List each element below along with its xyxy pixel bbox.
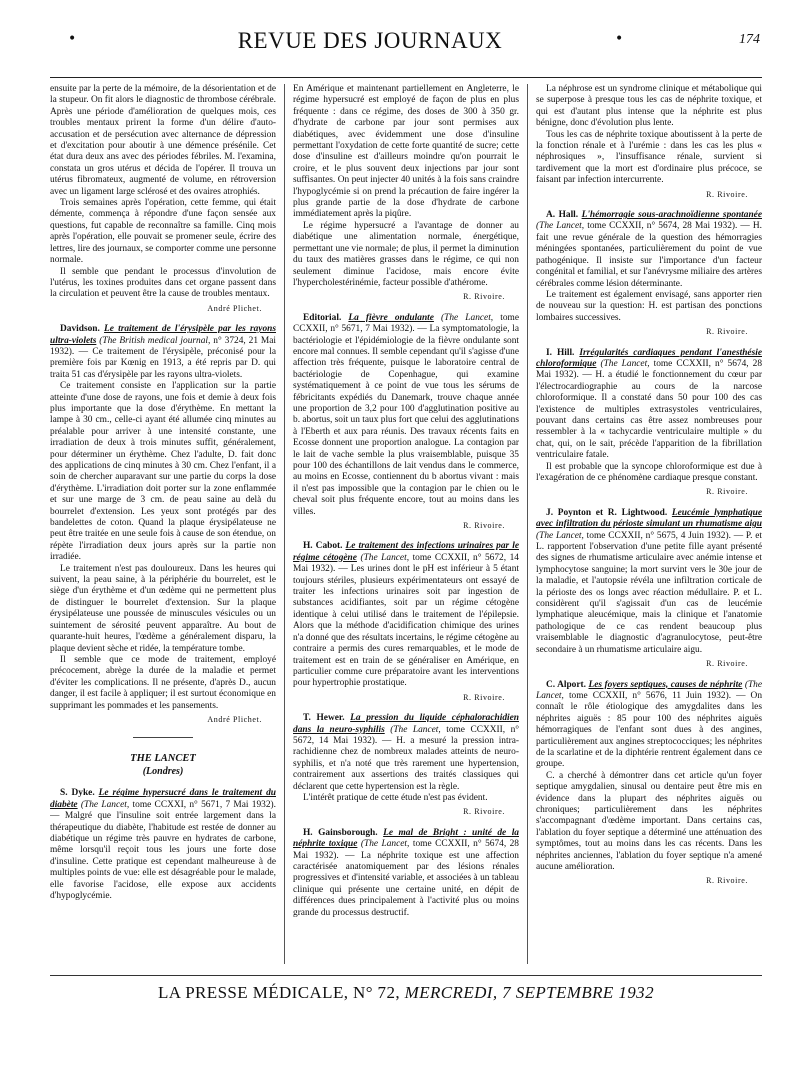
running-title: REVUE DES JOURNAUX xyxy=(237,28,503,53)
article-text: On connaît le rôle étiologique des amygdalites dans les néphrites aiguës : 85 pour 100 des néphrites aiguës hémorragiques de l'enfant sont dues à des angines, particulièrement aux angines streptococciques; les néphrites de la scarlatine et de la diphtérie rentrent également dans ce groupe. xyxy=(536,690,762,770)
article-reference: tome CCXXII, n° 5672, 14 Mai 1932). — xyxy=(293,724,519,746)
paragraph: ensuite par la perte de la mémoire, de la désorientation et de la stupeur. On fit alors le diagnostic de thrombose cérébrale. Après une période d'amélioration de quelques mois, ces troubles mentaux prirent la forme d'un délire d'auto-accusation et de persécution avec alternance de dépression et d'excitation pour aboutir à une démence présénile. Cet état dura deux ans avec des périodes fébriles. M. l'examina, constata un gros utérus et décida de l'opérer. Il trouva un utérus fibromateux, augmenté de volume, en rétroversion avec un ligament large sclérosé et des ovaires atrophiés. xyxy=(50,84,276,197)
article-signature: André Plichet. xyxy=(207,714,262,724)
article-reference: tome CCXXII, n° 5674, 28 Mai 1932). — xyxy=(536,358,762,381)
article-signature: André Plichet. xyxy=(207,303,262,313)
paragraph: Il semble que pendant le processus d'involution de l'utérus, les toxines produites dans cet organe passent dans la circulation et peuvent être la cause de troubles mentaux. xyxy=(50,266,276,300)
article-source: (The Lancet, xyxy=(360,839,410,850)
article-title: La pression du liquide céphalorachidien dans la neuro-syphilis xyxy=(293,713,519,735)
article-cabot xyxy=(293,541,519,703)
article-source: (The Lancet, xyxy=(360,552,410,563)
footer-journal: LA PRESSE MÉDICALE, N° 72, xyxy=(158,983,401,1002)
paragraph: Le régime hypersucré a l'avantage de donner au diabétique une alimentation normale, énergétique, permettant une vie normale; de plus, il permet la diminution du taux des matières grasses dans le régime, ce qui non seulement diminue l'acidose, mais encore évite l'hypercholestérinémie, facteur possible d'athérome. xyxy=(293,220,519,288)
article-text: H. a étudié le fonctionnement du cœur par l'électrocardiographie au cours de la narcose chloroformique. Il a constaté dans 50 pour 100 des cas l'existence de multiples extrasystoles ventriculaires, pouvant dans certains cas être assez nombreuses pour ressembler à la « tachycardie ventriculaire multiple » du chat, qui, on le sait, précède l'apparition de la fibrillation ventriculaire fatale. xyxy=(536,370,762,461)
article-author: H. Gainsborough. xyxy=(303,827,378,838)
section-rule xyxy=(133,737,193,738)
article-title: Le traitement de l'érysipèle par les rayons ultra-violets xyxy=(50,324,276,346)
article-source: (The Lancet, xyxy=(600,358,650,369)
article-davidson xyxy=(50,324,276,725)
article-source: (The Lancet, xyxy=(536,679,762,701)
article-reference: tome CCXXII, n° 5675, 4 Juin 1932). — xyxy=(586,530,744,541)
article-hill xyxy=(536,348,762,498)
footer-date: MERCREDI, 7 SEPTEMBRE 1932 xyxy=(404,983,654,1002)
article-signature: R. Rivoire. xyxy=(463,692,505,702)
page-number: 174 xyxy=(739,32,760,47)
column-3 xyxy=(536,84,762,969)
article-text: Les urines dont le pH est inférieur à 5 étant toujours stériles, plusieurs expérimentateurs ont essayé de traiter les infections urinaires soit par ingestion de substances acidifiantes, soit par un régime cétogène identique à celui utilisé dans le traitement de l'épilepsie. Alors que la méthode d'acidification chimique des urines n'a donné que des résultats incertains, le régime cétogène au contraire a permis des cures remarquables, et le mode de traitement est en train de se généraliser en Amérique, en particulier comme cure préparatoire avant les interventions pour hypertrophie prostatique. xyxy=(293,564,519,689)
footer-rule xyxy=(50,975,762,976)
article-continued xyxy=(50,84,276,314)
article-author: Editorial. xyxy=(303,312,342,323)
article-gainsborough xyxy=(293,828,519,919)
article-title: Leucémie lymphatique avec infiltration du périoste simulant un rhumatisme aigu xyxy=(536,507,762,530)
article-reference: n° 3724, 21 Mai 1932). — xyxy=(50,335,276,357)
article-author: Davidson. xyxy=(60,324,100,335)
article-title: Le régime hypersucré dans le traitement du diabète xyxy=(50,788,276,810)
article-text: Malgré que l'insuline soit entrée largement dans la thérapeutique du diabète, l'habitude est restée de donner au diabétique un régime très pauvre en hydrates de carbone, même lorsqu'il reçoit tous les jours une forte dose d'insuline. Cette pratique est cependant malheureuse à de multiples points de vue: elle est désagréable pour le malade, elle favorise l'acidose, elle expose aux accidents d'hypoglycémie. xyxy=(50,811,276,901)
header-dot-right: • xyxy=(615,31,624,47)
article-reference: tome CCXXII, n° 5672, 14 Mai 1932). — xyxy=(293,552,519,575)
article-signature: R. Rivoire. xyxy=(463,807,505,817)
article-author: H. Cabot. xyxy=(303,541,343,552)
article-text: La néphrite toxique est une affection caractérisée anatomiquement par des lésions rénales progressives et d'intensité variable, et associées à un tableau clinique qui présente une certaine unité, en dépit de différences dues principalement à l'activité plus ou moins grande du processus destructif. xyxy=(293,850,519,918)
paragraph: Tous les cas de néphrite toxique aboutissent à la perte de la fonction rénale et à l'urémie : dans les cas les plus « néphrosiques », l'insuffisance rénale, survient si tardivement que la mort est d'ordinaire plus précoce, se faisant par infection intercurrente. xyxy=(536,129,762,186)
article-source: (The Lancet, xyxy=(536,221,585,232)
page-header xyxy=(50,24,760,58)
article-reference: tome CCXXI, n° 5671, 7 Mai 1932). — xyxy=(50,799,276,822)
article-signature: R. Rivoire. xyxy=(706,487,748,497)
article-author: J. Poynton et R. Lightwood. xyxy=(546,507,668,518)
article-reference: tome CCXXII, n° 5671, 7 Mai 1932). — xyxy=(293,312,519,335)
article-author: S. Dyke. xyxy=(60,788,95,799)
article-signature: R. Rivoire. xyxy=(706,327,748,337)
article-signature: R. Rivoire. xyxy=(463,521,505,531)
article-reference: tome CCXXII, n° 5674, 28 Mai 1932). — xyxy=(587,221,750,232)
paragraph: Trois semaines après l'opération, cette femme, qui était démente, commença à répondre d'une façon sensée aux questions, fut capable de reconnaître sa famille. Cinq mois après l'opération, elle pouvait se promener seule, écrire des lettres, lire des journaux, se comporter comme une personne normale. xyxy=(50,198,276,266)
article-source: (The Lancet, xyxy=(390,724,441,735)
article-text: Ce traitement de l'érysipèle, préconisé pour la première fois par Kœnig en 1913, a été repris par D. qui traita 51 cas d'érysipèle par les rayons ultra-violets. xyxy=(50,346,276,380)
header-dot-left: • xyxy=(68,31,77,47)
paragraph: La néphrose est un syndrome clinique et métabolique qui se superpose à presque tous les cas de néphrite toxique, et qui est d'autant plus intense que la néphrite est plus bénigne, donc d'évolution plus lente. xyxy=(536,84,762,129)
article-signature: R. Rivoire. xyxy=(706,876,748,886)
article-source: (The British medical journal, xyxy=(99,335,211,346)
article-author: T. Hewer. xyxy=(303,713,345,724)
paragraph: Le traitement n'est pas douloureux. Dans les heures qui suivent, la peau saine, à la périphérie du bourrelet, est le siège d'un érythème et d'un œdème qui ne permettent plus de distinguer le bourrelet d'extension. Sur la plaque érysipélateuse une poussée de minuscules vésicules ou un suintement de sérosité peuvent apparaître. Au bout de quarante-huit heures, l'œdème a généralement disparu, la plaque devient sèche et ridée, la température tombe. xyxy=(50,563,276,654)
article-text: H. fait une revue générale de la question des hémorragies méningées spontanées, particulièrement du point de vue pathogénique. Il insiste sur l'importance d'un facteur congénital et familial, et sur l'anévrysme miliaire des artères cérébrales comme lésion déterminante. xyxy=(536,221,762,289)
article-text: P. et L. rapportent l'observation d'une petite fille ayant présenté des signes de rhumatisme articulaire avec anémie intense et lymphocytose sanguine; la mort survint vers le 30e jour de la maladie, et l'autopsie révéla une infiltration corticale de la périoste des os longs avec réaction médullaire. P. et L. considèrent qu'il s'agissait d'un cas de leucémie lymphatique aleucémique, mais la clinique et l'anatomie pathologique de ce cas rendent beaucoup plus vraisemblable le diagnostic d'agranulocytose, peut-être secondaire à un rhumatisme articulaire aigu. xyxy=(536,530,762,655)
article-poynton xyxy=(536,508,762,670)
article-dyke-continued xyxy=(293,84,519,303)
paragraph: Le traitement est également envisagé, sans apporter rien de nouveau sur la question: H. est partisan des ponctions lombaires successives. xyxy=(536,289,762,323)
paragraph: En Amérique et maintenant partiellement en Angleterre, le régime hypersucré est employé de façon de plus en plus fréquente : dans ce régime, des doses de 300 à 350 gr. d'hydrate de carbone par jour sont permises aux diabétiques, avec évidemment une dose d'insuline permettant l'oxydation de cette forte quantité de sucre; cette dose d'insuline est d'ailleurs moindre qu'on pourrait le croire, et le plus souvent deux injections par jour sont suffisantes. On peut injecter 40 unités à la fois sans craindre l'hypoglycémie si on prend la précaution de faire ingérer la plus grande partie de la dose d'hydrate de carbone immédiatement après la piqûre. xyxy=(293,84,519,220)
article-title: Irrégularités cardiaques pendant l'anesthésie chloroformique xyxy=(536,347,762,369)
article-title: Le mal de Bright : unité de la néphrite toxique xyxy=(293,827,519,850)
article-author: A. Hall. xyxy=(546,210,579,221)
article-editorial xyxy=(293,313,519,532)
article-dyke xyxy=(50,788,276,902)
article-author: C. Alport. xyxy=(546,679,586,690)
article-title: Le traitement des infections urinaires par le régime cétogène xyxy=(293,541,519,563)
article-gainsborough-continued xyxy=(536,84,762,200)
article-source: (The Lancet, xyxy=(80,799,130,810)
paragraph: Il semble que ce mode de traitement, employé précocement, abrège la durée de la maladie et permet d'éviter les complications. Il ne présente, d'après D., aucun danger, il est facile à appliquer; il est surtout économique en supprimant les pommades et les pansements. xyxy=(50,654,276,711)
section-subtitle: (Londres) xyxy=(142,766,184,778)
paragraph: Il est probable que la syncope chloroformique est due à l'exagération de ce phénomène cardiaque presque constant. xyxy=(536,461,762,483)
paragraph: L'intérêt pratique de cette étude n'est pas évident. xyxy=(303,792,488,803)
article-text: H. a mesuré la pression intra-rachidienne chez de nombreux malades atteints de neuro-syphilis, et n'a noté que très rarement une hypertension, contrairement aux assertions des traités classiques qui déclarent que cette hypertension est la règle. xyxy=(293,735,519,792)
article-source: (The Lancet, xyxy=(441,312,494,323)
article-text: La symptomatologie, la bactériologie et l'épidémiologie de la fièvre ondulante sont encore mal connues. Il semble cependant qu'il s'agisse d'une affection très fréquente, puisque le laboratoire central de bactériologie de Copenhague, qui examine systématiquement à ce point de vue tous les sérums de fébricitants expédiés du Danemark, trouve chaque année une proportion de 3,2 pour 100 d'agglutination positive au b. abortus, soit un taux plus fort que celui des agglutinations à l'Eberth et aux para réunis. Des travaux récents faits en Ecosse donnent une proportion analogue. La contagion par le lait de vache semble la plus vraisemblable, puisque 35 pour 100 des échantillons de lait vendus dans le commerce, au moins en Ecosse, contiennent du b abortus vivant : mais il n'est pas impossible que la contagion par le chien ou le cheval soit plus fréquente encore, tout au moins dans les villes. xyxy=(293,324,519,517)
paragraph: C. a cherché à démontrer dans cet article qu'un foyer septique amygdalien, sinusal ou dentaire peut être mis en évidence dans la plupart des néphrites aiguës ou chroniques; particulièrement dans les néphrites s'accompagnant d'œdème important. Dans certains cas, l'ablation du foyer septique a déterminé une atténuation des symptômes, tout au moins dans les cas récents. Dans les néphrites anciennes, l'ablation du foyer septique n'a amené aucune amélioration. xyxy=(536,770,762,872)
column-2 xyxy=(293,84,519,969)
article-title: La fièvre ondulante xyxy=(348,312,434,323)
article-signature: R. Rivoire. xyxy=(463,292,505,302)
page-footer xyxy=(50,983,762,1003)
article-hewer xyxy=(293,713,519,818)
article-title: Les foyers septiques, causes de néphrite xyxy=(588,679,743,690)
article-source: (The Lancet, xyxy=(536,530,584,541)
article-signature: R. Rivoire. xyxy=(706,189,748,199)
column-1 xyxy=(50,84,276,969)
article-author: I. Hill. xyxy=(546,347,575,358)
article-hall xyxy=(536,210,762,337)
article-columns xyxy=(50,84,762,969)
article-reference: tome CCXXII, n° 5676, 11 Juin 1932). — xyxy=(568,690,746,701)
article-reference: tome CCXXII, n° 5674, 28 Mai 1932). — xyxy=(293,839,519,861)
header-rule xyxy=(50,77,762,78)
article-title: L'hémorragie sous-arachnoïdienne spontanée xyxy=(581,210,762,221)
paragraph: Ce traitement consiste en l'application sur la partie atteinte d'une dose de rayons, une fois et demie à deux fois plus importante que la dose d'érythème. En mettant la lampe à 30 cm., celle-ci ayant été allumée cinq minutes au préalable pour arriver à une intensité constante, une irradiation de deux à trois minutes suffit, généralement, pour déterminer un érythème. Chez l'adulte, D. fait donc des applications de cinq minutes à 30 cm. Chez l'enfant, il a soin de chercher auparavant sur une partie du corps la dose d'érythème. L'irradiation doit porter sur la zone enflammée et sur une marge de 3 cm. de peau saine au delà du bourrelet d'extension. Les yeux sont protégés par des bandelettes de coton. Quand la plaque érysipélateuse ne peut être traitée en une seule fois à cause de son étendue, on répète l'irradiation deux jours après sur la partie non irradiée. xyxy=(50,381,276,563)
article-signature: R. Rivoire. xyxy=(706,659,748,669)
article-alport xyxy=(536,680,762,887)
section-title: THE LANCET xyxy=(130,753,196,765)
